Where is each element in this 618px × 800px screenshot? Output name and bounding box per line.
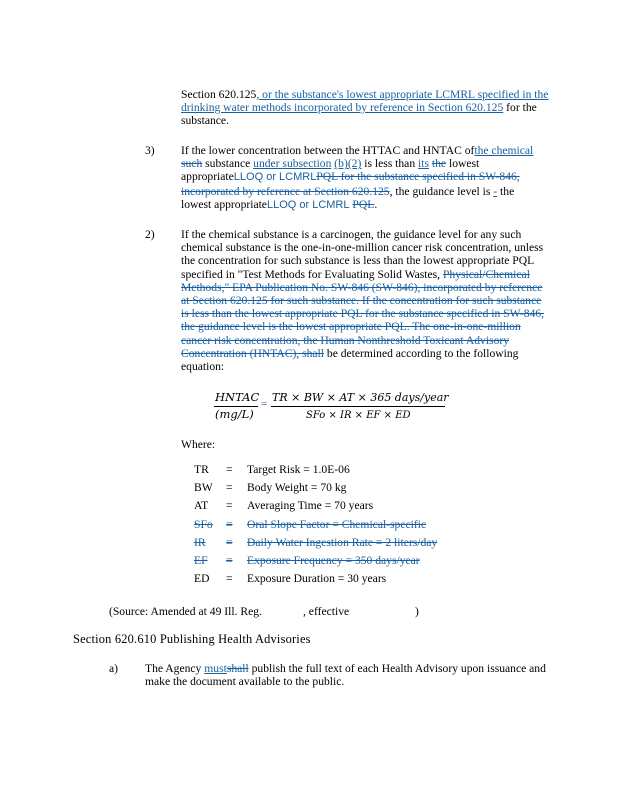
text: be determined according to the following equation: xyxy=(181,346,519,374)
variable-symbol: SFo xyxy=(194,517,213,531)
variable-description: Exposure Duration = 30 years xyxy=(247,572,387,586)
text: The Agency xyxy=(145,662,205,675)
variable-description: Oral Slope Factor = Chemical-specific xyxy=(247,517,427,531)
variable-symbol: AT xyxy=(194,499,209,513)
variable-equals: = xyxy=(226,554,233,567)
variable-equals: = xyxy=(226,572,233,586)
deleted-text: Physical/Chemical Methods," EPA Publication No. SW-846 (SW-846), incorporated by reference at Section 620.125 for such substance. If the concentration for such substance is less than the lowest appropriate PQL for the substance specified in SW-846, the guidance level is the lowest appropriate PQL. The one-in-one-million cancer risk concentration, the Human Nonthreshold Toxicant Advisory Concentration (HNTAC), shall xyxy=(181,267,545,360)
variable-equals: = xyxy=(226,463,233,476)
text: is less than xyxy=(361,157,419,171)
inserted-text: under subsection xyxy=(253,157,332,171)
inserted-text: must xyxy=(204,662,227,675)
source-open: (Source: Amended at 49 Ill. Reg. xyxy=(109,605,262,618)
inserted-text: its xyxy=(418,157,429,171)
deleted-text: the xyxy=(431,157,447,171)
variable-equals: = xyxy=(226,535,233,549)
variable-equals: = xyxy=(226,481,233,495)
item-3-paragraph xyxy=(181,144,547,212)
text: . xyxy=(374,197,378,211)
item-number-2: 2) xyxy=(145,228,155,241)
variable-symbol: IR xyxy=(194,535,206,549)
text: the lowest appropriate xyxy=(181,184,515,211)
section-heading: Section 620.610 Publishing Health Advisories xyxy=(73,632,311,646)
variable-description: Daily Water Ingestion Rate = 2 liters/day xyxy=(247,535,438,549)
source-close: ) xyxy=(415,605,419,618)
deleted-text: PQL for the substance specified in SW-846, incorporated by reference at Section 620.125 xyxy=(181,170,520,198)
variable-description: Target Risk = 1.0E-06 xyxy=(247,463,350,476)
source-effective: , effective xyxy=(303,605,350,618)
deleted-text: PQL xyxy=(352,197,375,211)
inserted-text: - xyxy=(493,184,498,198)
text: . xyxy=(226,114,229,128)
text: lowest appropriate xyxy=(181,157,480,184)
text: , the guidance level is xyxy=(389,184,494,198)
text: substance xyxy=(202,157,254,171)
variable-description: Body Weight = 70 kg xyxy=(247,481,347,495)
paragraph-continuation xyxy=(181,88,551,128)
variable-symbol: ED xyxy=(194,572,210,586)
inserted-text: LLOQ or LCMRL xyxy=(266,198,350,211)
deleted-text: shall xyxy=(226,662,249,675)
inserted-text: , or the substance's lowest appropriate LCMRL specified in the drinking water methods incorporated by reference in Section 620.125 xyxy=(181,88,549,115)
text: If the lower concentration between the HTTAC and HNTAC of xyxy=(181,144,475,157)
variable-symbol: EF xyxy=(194,554,208,567)
inserted-text: the chemical xyxy=(474,144,534,157)
item-a-paragraph xyxy=(145,662,565,688)
text: If the chemical substance is a carcinogen, the guidance level for any such chemical substance is the one-in-one-million cancer risk concentration, unless the concentration for such substance is less than the lowest appropriate PQL specified in "Test Methods for Evaluating Solid Wastes, xyxy=(181,228,544,281)
equation-numerator: TR × BW × AT × 365 days/year xyxy=(272,391,449,404)
text: Section 620.125 xyxy=(181,88,257,101)
variable-description: Averaging Time = 70 years xyxy=(247,499,374,513)
inserted-text: LLOQ or LCMRL xyxy=(233,171,317,184)
variable-symbol: TR xyxy=(194,463,209,476)
item-number-a: a) xyxy=(109,662,119,675)
variable-equals: = xyxy=(226,499,233,513)
equation-main-bar xyxy=(271,406,445,407)
source-note xyxy=(109,605,439,619)
deleted-text: such xyxy=(181,157,203,171)
equation-denominator: SFo × IR × EF × ED xyxy=(306,410,411,421)
variable-description: Exposure Frequency = 350 days/year xyxy=(247,554,420,567)
variable-definitions xyxy=(0,463,618,593)
item-number-3: 3) xyxy=(145,144,155,157)
inserted-text: (b)(2) xyxy=(334,157,362,171)
equation-lhs-top: HNTAC xyxy=(215,390,260,404)
variable-equals: = xyxy=(226,517,233,531)
text: for the substance xyxy=(181,101,537,128)
equation-equals: = xyxy=(261,398,268,410)
variable-symbol: BW xyxy=(194,481,213,495)
text: publish the full text of each Health Advisory upon issuance and make the document available to the public. xyxy=(145,662,546,689)
where-label: Where: xyxy=(181,438,216,451)
item-2-paragraph xyxy=(181,228,547,373)
equation-lhs-bottom: (mg/L) xyxy=(215,407,254,421)
